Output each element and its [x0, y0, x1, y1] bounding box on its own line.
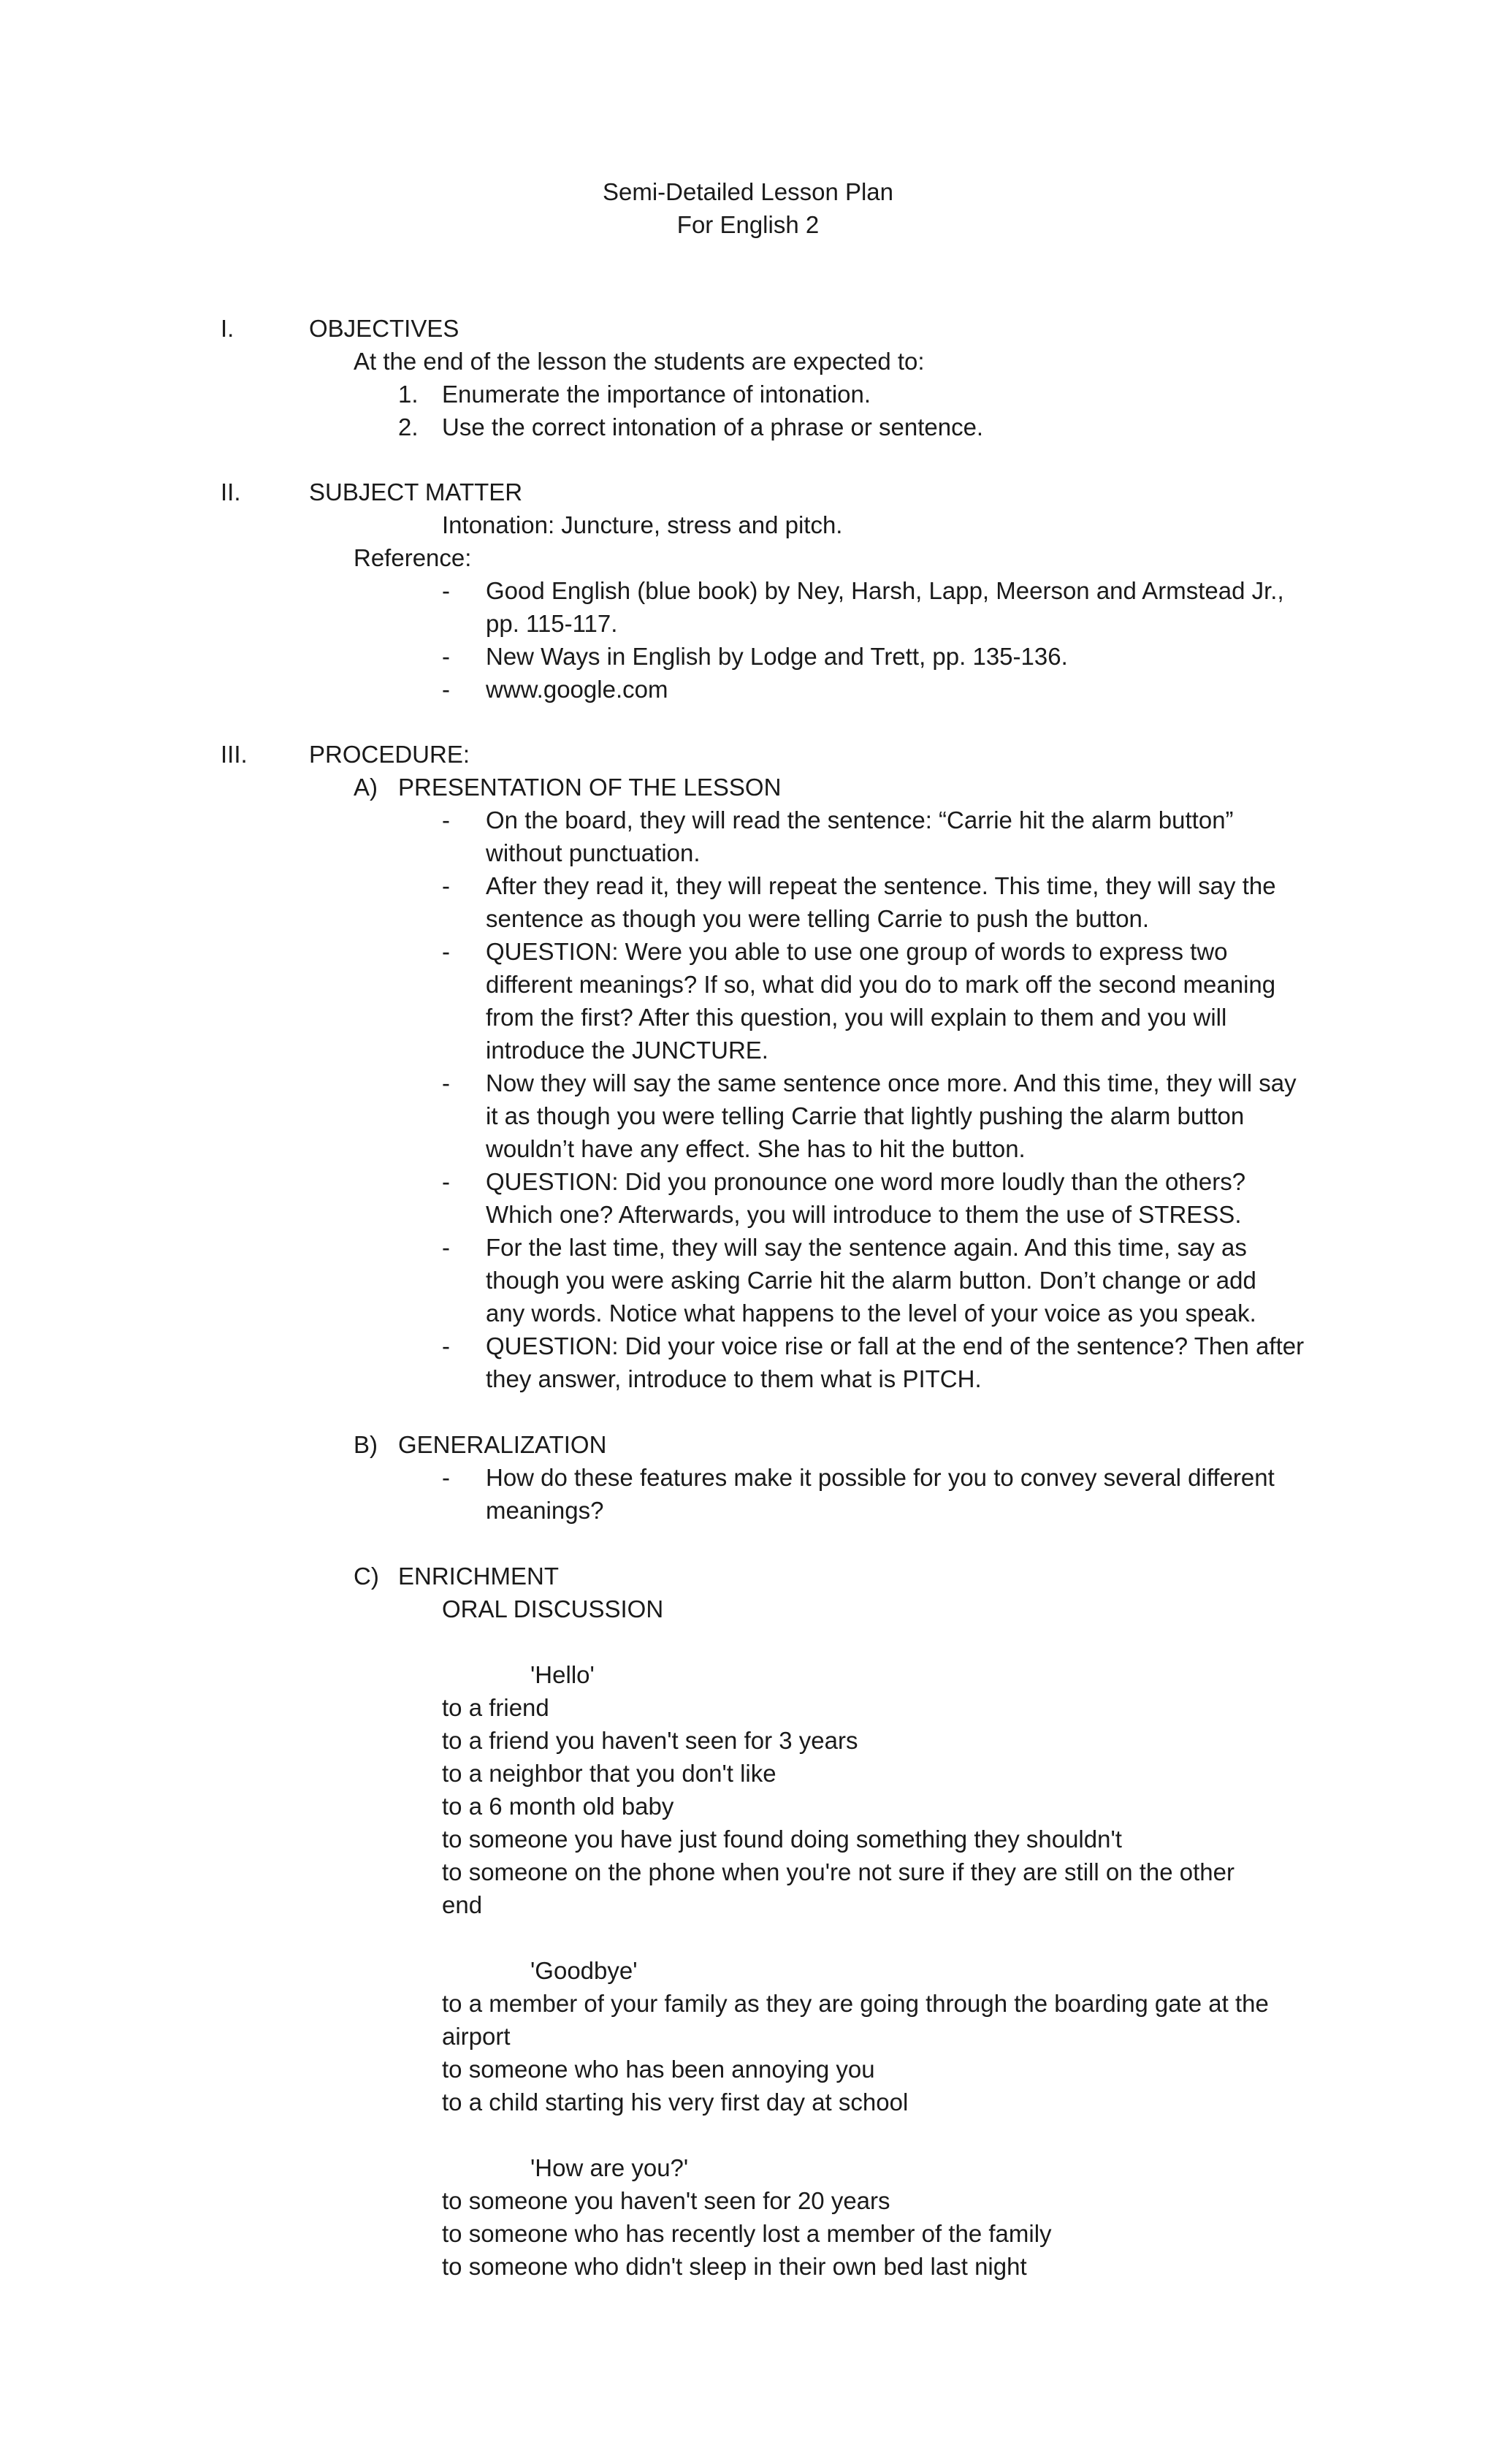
title-line-1: Semi-Detailed Lesson Plan: [602, 178, 894, 205]
discussion-line: to a 6 month old baby: [442, 1793, 674, 1820]
bullet-dash: -: [442, 872, 450, 899]
section-heading-objectives: OBJECTIVES: [309, 315, 459, 342]
reference-item-continued: pp. 115-117.: [486, 610, 618, 637]
procedure-item-continued: wouldn’t have any effect. She has to hit the button.: [486, 1135, 1026, 1162]
procedure-item-continued: Which one? Afterwards, you will introduce to them the use of STRESS.: [486, 1201, 1242, 1228]
discussion-line: to a friend: [442, 1694, 549, 1721]
bullet-dash: -: [442, 1234, 450, 1261]
procedure-item: On the board, they will read the sentence: “Carrie hit the alarm button”: [486, 806, 1234, 834]
list-number: 2.: [398, 413, 419, 440]
bullet-dash: -: [442, 1332, 450, 1359]
document-title: [0, 175, 1496, 241]
section-heading-procedure: PROCEDURE:: [309, 741, 470, 768]
discussion-line: to a child starting his very first day at school: [442, 2089, 909, 2116]
section-numeral-procedure: III.: [221, 741, 248, 768]
list-number: 1.: [398, 381, 419, 408]
procedure-item: Now they will say the same sentence once more. And this time, they will say: [486, 1069, 1297, 1096]
subsection-letter: B): [354, 1431, 378, 1458]
discussion-line: to someone on the phone when you're not sure if they are still on the other: [442, 1858, 1234, 1885]
discussion-line: to someone who didn't sleep in their own bed last night: [442, 2253, 1027, 2280]
discussion-phrase: 'How are you?': [530, 2154, 689, 2181]
procedure-item-continued: it as though you were telling Carrie that lightly pushing the alarm button: [486, 1102, 1245, 1129]
bullet-dash: -: [442, 1069, 450, 1096]
section-numeral-objectives: I.: [221, 315, 234, 342]
subsection-letter: A): [354, 774, 378, 801]
procedure-item-continued: they answer, introduce to them what is PITCH.: [486, 1365, 982, 1392]
generalization-item-continued: meanings?: [486, 1497, 604, 1524]
bullet-dash: -: [442, 1168, 450, 1195]
procedure-item-continued: without punctuation.: [486, 839, 701, 866]
discussion-line: to a neighbor that you don't like: [442, 1760, 776, 1787]
section-numeral-subject-matter: II.: [221, 478, 241, 506]
reference-item: Good English (blue book) by Ney, Harsh, Lapp, Meerson and Armstead Jr.,: [486, 577, 1284, 604]
discussion-line: to someone who has been annoying you: [442, 2056, 875, 2083]
discussion-line: to a member of your family as they are going through the boarding gate at the: [442, 1990, 1269, 2017]
reference-item: New Ways in English by Lodge and Trett, pp. 135-136.: [486, 643, 1068, 670]
discussion-line: end: [442, 1891, 483, 1918]
discussion-line: to someone you haven't seen for 20 years: [442, 2187, 890, 2214]
discussion-phrase: 'Hello': [530, 1661, 595, 1688]
procedure-item-continued: sentence as though you were telling Carrie to push the button.: [486, 905, 1150, 932]
discussion-line: to someone you have just found doing something they shouldn't: [442, 1826, 1122, 1853]
reference-label: Reference:: [354, 544, 472, 571]
discussion-line: to a friend you haven't seen for 3 years: [442, 1727, 858, 1754]
subsection-heading-presentation: PRESENTATION OF THE LESSON: [398, 774, 782, 801]
bullet-dash: -: [442, 676, 450, 703]
discussion-phrase: 'Goodbye': [530, 1957, 638, 1984]
objective-item: Use the correct intonation of a phrase or sentence.: [442, 413, 984, 440]
procedure-item: QUESTION: Were you able to use one group of words to express two: [486, 938, 1228, 965]
procedure-item-continued: from the first? After this question, you will explain to them and you will: [486, 1004, 1227, 1031]
bullet-dash: -: [442, 1464, 450, 1491]
objective-item: Enumerate the importance of intonation.: [442, 381, 871, 408]
procedure-item-continued: though you were asking Carrie hit the alarm button. Don’t change or add: [486, 1267, 1256, 1294]
bullet-dash: -: [442, 806, 450, 834]
subsection-heading-generalization: GENERALIZATION: [398, 1431, 607, 1458]
bullet-dash: -: [442, 938, 450, 965]
procedure-item: After they read it, they will repeat the sentence. This time, they will say the: [486, 872, 1276, 899]
discussion-line: to someone who has recently lost a member of the family: [442, 2220, 1052, 2247]
procedure-item: For the last time, they will say the sentence again. And this time, say as: [486, 1234, 1247, 1261]
section-heading-subject-matter: SUBJECT MATTER: [309, 478, 523, 506]
procedure-item-continued: any words. Notice what happens to the level of your voice as you speak.: [486, 1300, 1256, 1327]
procedure-item-continued: different meanings? If so, what did you do to mark off the second meaning: [486, 971, 1276, 998]
oral-discussion-heading: ORAL DISCUSSION: [442, 1595, 664, 1622]
subject-topic: Intonation: Juncture, stress and pitch.: [442, 511, 843, 538]
subsection-heading-enrichment: ENRICHMENT: [398, 1563, 559, 1590]
procedure-item: QUESTION: Did you pronounce one word more loudly than the others?: [486, 1168, 1246, 1195]
reference-item: www.google.com: [486, 676, 668, 703]
procedure-item: QUESTION: Did your voice rise or fall at the end of the sentence? Then after: [486, 1332, 1305, 1359]
objectives-intro: At the end of the lesson the students are expected to:: [354, 348, 925, 375]
bullet-dash: -: [442, 643, 450, 670]
title-line-2: For English 2: [676, 211, 820, 238]
generalization-item: How do these features make it possible for you to convey several different: [486, 1464, 1275, 1491]
bullet-dash: -: [442, 577, 450, 604]
procedure-item-continued: introduce the JUNCTURE.: [486, 1037, 768, 1064]
subsection-letter: C): [354, 1563, 379, 1590]
discussion-line: airport: [442, 2023, 511, 2050]
